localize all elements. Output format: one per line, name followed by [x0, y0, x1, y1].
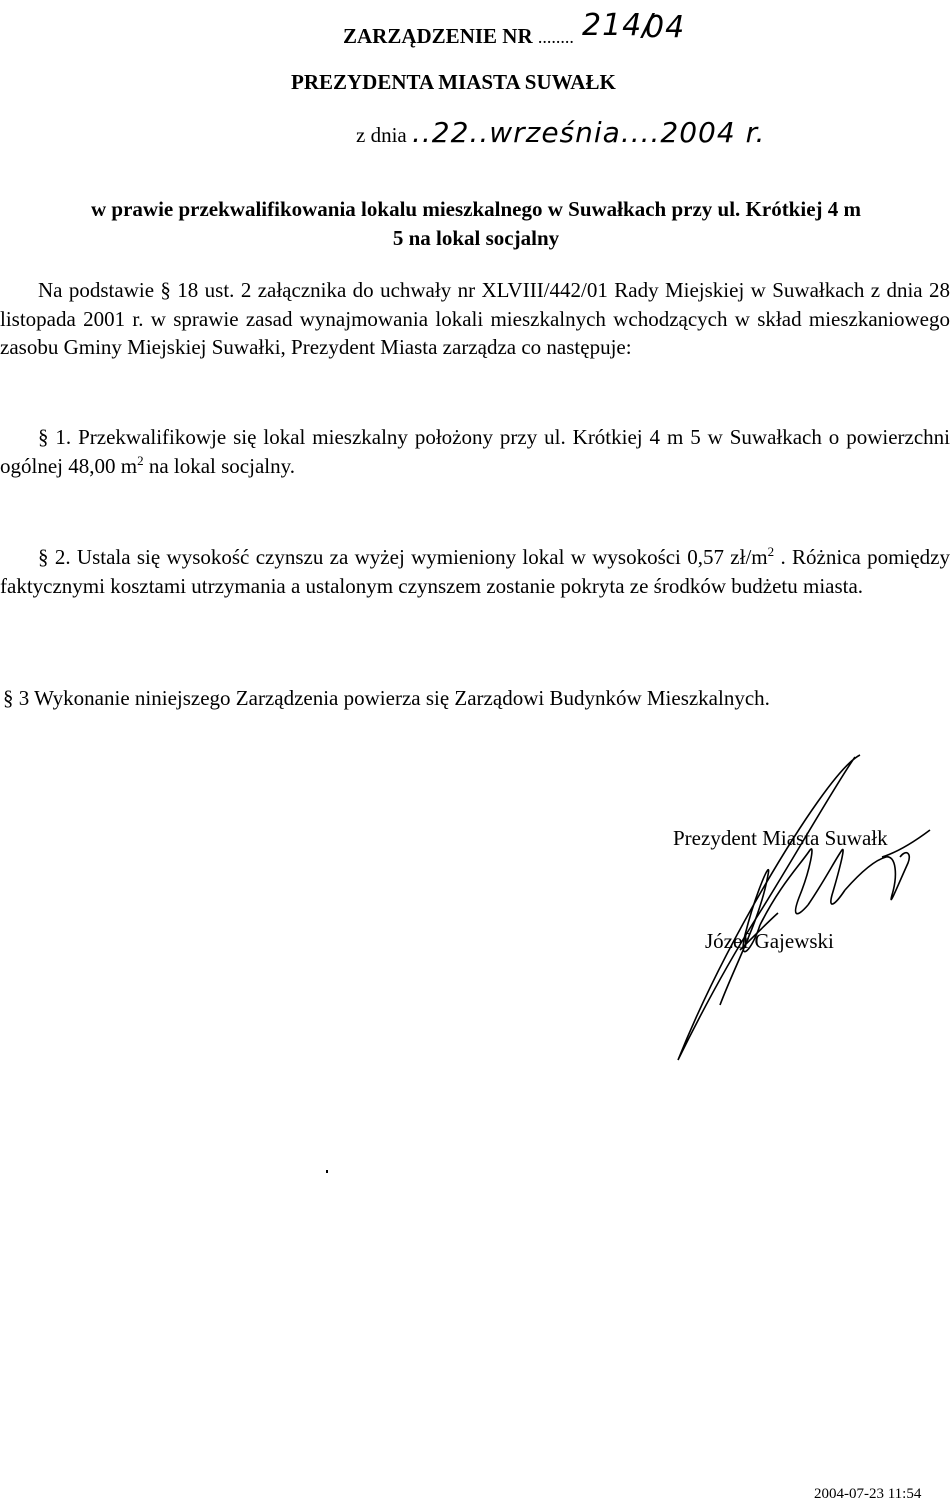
issuer-heading: PREZYDENTA MIASTA SUWAŁK	[291, 70, 616, 94]
scan-speck	[326, 1170, 328, 1173]
date-prefix: z dnia	[356, 123, 407, 147]
section-3-text: § 3 Wykonanie niniejszego Zarządzenia powierza się Zarządowi Budynków Mieszkalnych.	[3, 686, 770, 710]
section-2-text: § 2. Ustala się wysokość czynszu za wyżej wymieniony lokal w wysokości 0,57 zł/m	[38, 545, 768, 569]
section-3	[0, 684, 950, 713]
date-line	[356, 116, 765, 149]
section-1-text: § 1. Przekwalifikowje się lokal mieszkalny położony przy ul. Krótkiej 4 m 5 w Suwałkach o powierzchni ogólnej 48,00 m	[0, 425, 950, 478]
signatory-title: Prezydent Miasta Suwałk	[673, 826, 888, 850]
subject-line-2: 5 na lokal socjalny	[392, 226, 560, 250]
section-2	[0, 543, 950, 600]
section-1	[0, 423, 950, 480]
title-dots: ........	[537, 27, 574, 47]
signatory-name: Józef Gajewski	[705, 929, 834, 953]
document-title	[343, 8, 686, 49]
section-2-superscript: 2	[767, 544, 775, 559]
intro-text: Na podstawie § 18 ust. 2 załącznika do uchwały nr XLVIII/442/01 Rady Miejskiej w Suwałkach z dnia 28 listopada 2001 r. w sprawie zasad wynajmowania lokali mieszkalnych wchodzących w skład mieszkaniowego zasobu Gminy Miejskiej Suwałki, Prezydent Miasta zarządza co następuje:	[0, 278, 950, 359]
section-1-tail: na lokal socjalny.	[143, 453, 296, 478]
subject-heading	[0, 195, 952, 253]
section-1-superscript: 2	[137, 452, 144, 468]
handwritten-signature	[660, 745, 950, 1065]
print-timestamp: 2004-07-23 11:54	[814, 1486, 922, 1502]
intro-paragraph	[0, 276, 950, 362]
handwritten-number-year: 04	[645, 10, 686, 45]
handwritten-number: 214/	[582, 8, 654, 43]
subject-line-1: w prawie przekwalifikowania lokalu mieszkalnego w Suwałkach przy ul. Krótkiej 4 m	[90, 197, 862, 221]
section-2-tail: . Różnica pomiędzy faktycznymi kosztami utrzymania a ustalonym czynszem zostanie pokryta ze środków budżetu miasta.	[0, 545, 950, 598]
title-prefix: ZARZĄDZENIE NR	[343, 24, 533, 48]
handwritten-date: ..22..września....2004 r.	[411, 116, 766, 149]
